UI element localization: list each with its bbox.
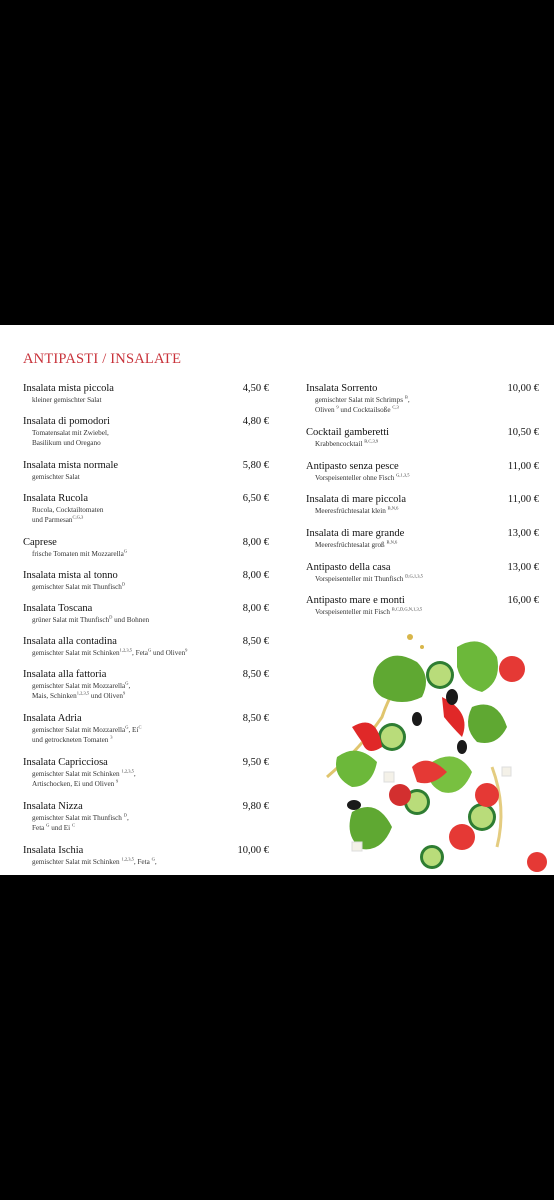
item-name: Insalata Sorrento	[306, 383, 378, 394]
menu-section-heading: ANTIPASTI / INSALATE	[23, 351, 182, 367]
item-description: Krabbencocktail $^{B,C,3,9}$	[315, 438, 379, 448]
menu-item	[23, 569, 269, 602]
item-price: 8,00 €	[242, 603, 269, 614]
item-price: 13,00 €	[507, 528, 539, 539]
item-description: gemischter Salat mit Mozzarella$^G$, Mais, Schinken$^{1,2,3,5}$ und Oliven$^9$	[32, 680, 131, 700]
item-name: Cocktail gamberetti	[306, 427, 390, 438]
item-description: kleiner gemischter Salat	[32, 396, 102, 404]
menu-item	[306, 493, 539, 527]
item-name: Insalata Rucola	[23, 493, 89, 504]
item-name: Insalata Capricciosa	[23, 757, 108, 768]
item-name: Insalata mista al tonno	[23, 570, 118, 581]
item-name: Insalata alla contadina	[23, 636, 117, 647]
item-description: gemischter Salat mit Thunfisch$^D$	[32, 581, 126, 591]
item-description: gemischter Salat mit Schinken $^{1,2,3,5}$, Feta $^G$,	[32, 856, 157, 866]
item-description: gemischter Salat mit Schrimps $^B$, Oliven $^9$ und Cocktailsoße $^{C,3}$	[315, 394, 410, 414]
menu-item	[23, 492, 269, 536]
item-price: 8,50 €	[242, 669, 269, 680]
item-price: 11,00 €	[507, 494, 539, 505]
item-price: 8,50 €	[242, 636, 269, 647]
item-name: Insalata Toscana	[23, 603, 93, 614]
item-price: 5,80 €	[242, 460, 269, 471]
item-name: Insalata di pomodori	[23, 416, 110, 427]
item-price: 6,50 €	[242, 493, 269, 504]
item-price: 8,00 €	[242, 537, 269, 548]
menu-item	[306, 460, 539, 493]
item-description: gemischter Salat	[32, 473, 80, 481]
item-description: gemischter Salat mit Mozzarella$^G$, $Ei^C$ und getrockneten Tomaten $^3$	[32, 724, 142, 744]
item-description: gemischter Salat mit Thunfisch $^D$, Feta $^G$ und Ei $^C$	[32, 812, 129, 832]
item-name: Insalata di mare piccola	[306, 494, 406, 505]
item-name: Insalata di mare grande	[306, 528, 405, 539]
item-description: Meeresfrüchtesalat groß $^{B,N,6}$	[315, 539, 398, 549]
menu-item	[23, 668, 269, 712]
menu-page	[0, 325, 554, 875]
menu-item	[23, 415, 269, 459]
menu-item	[23, 756, 269, 800]
item-description: Tomatensalat mit Zwiebel, Basilikum und Oregano	[32, 429, 109, 447]
item-price: 8,00 €	[242, 570, 269, 581]
item-description: gemischter Salat mit Schinken$^{1,2,3,5}$, Feta$^G$ und Oliven$^9$	[32, 647, 188, 657]
salad-illustration-icon	[322, 627, 554, 875]
menu-item	[23, 844, 269, 874]
item-name: Insalata mista normale	[23, 460, 119, 471]
item-description: Meeresfrüchtesalat klein $^{B,N,6}$	[315, 505, 399, 515]
menu-item	[23, 800, 269, 844]
menu-item	[23, 712, 269, 756]
menu-item	[306, 561, 539, 594]
menu-column-right	[306, 382, 539, 627]
item-description: Vorspeisenteller mit Thunfisch $^{D,G,1,3,5}$	[315, 573, 423, 583]
item-description: grüner Salat mit Thunfisch$^D$ und Bohnen	[32, 614, 150, 624]
item-name: Insalata Nizza	[23, 801, 83, 812]
item-price: 4,80 €	[242, 416, 269, 427]
item-description: Vorspeisenteller ohne Fisch $^{G,1,3,5}$	[315, 472, 410, 482]
menu-item	[23, 602, 269, 635]
item-price: 11,00 €	[507, 461, 539, 472]
menu-column-left	[23, 382, 269, 874]
menu-item	[306, 594, 539, 627]
menu-item	[306, 426, 539, 460]
item-name: Antipasto senza pesce	[306, 461, 399, 472]
item-price: 9,50 €	[242, 757, 269, 768]
item-name: Insalata alla fattoria	[23, 669, 107, 680]
menu-item	[23, 459, 269, 492]
menu-item	[23, 536, 269, 569]
item-price: 4,50 €	[242, 383, 269, 394]
item-description: gemischter Salat mit Schinken $^{1,2,3,5}$, Artischocken, Ei und Oliven $^9$	[32, 768, 136, 788]
item-description: Rucola, Cocktailtomaten und Parmesan$^{C,G,3}$	[32, 506, 104, 524]
item-description: frische Tomaten mit Mozzarella$^G$	[32, 548, 128, 558]
item-price: 13,00 €	[507, 562, 539, 573]
item-price: 16,00 €	[507, 595, 539, 606]
item-price: 10,50 €	[507, 427, 539, 438]
item-name: Caprese	[23, 537, 57, 548]
menu-item	[306, 527, 539, 561]
item-description: Vorspeisenteller mit Fisch $^{B,C,D,G,N,1,3,5}$	[315, 606, 423, 616]
item-name: Antipasto della casa	[306, 562, 391, 573]
item-price: 10,00 €	[507, 383, 539, 394]
item-name: Insalata Ischia	[23, 845, 84, 856]
menu-item	[306, 382, 539, 426]
item-name: Antipasto mare e monti	[306, 595, 405, 606]
item-price: 10,00 €	[237, 845, 269, 856]
item-price: 8,50 €	[242, 713, 269, 724]
item-price: 9,80 €	[242, 801, 269, 812]
item-name: Insalata mista piccola	[23, 383, 114, 394]
menu-item	[23, 635, 269, 668]
menu-item	[23, 382, 269, 415]
item-name: Insalata Adria	[23, 713, 82, 724]
